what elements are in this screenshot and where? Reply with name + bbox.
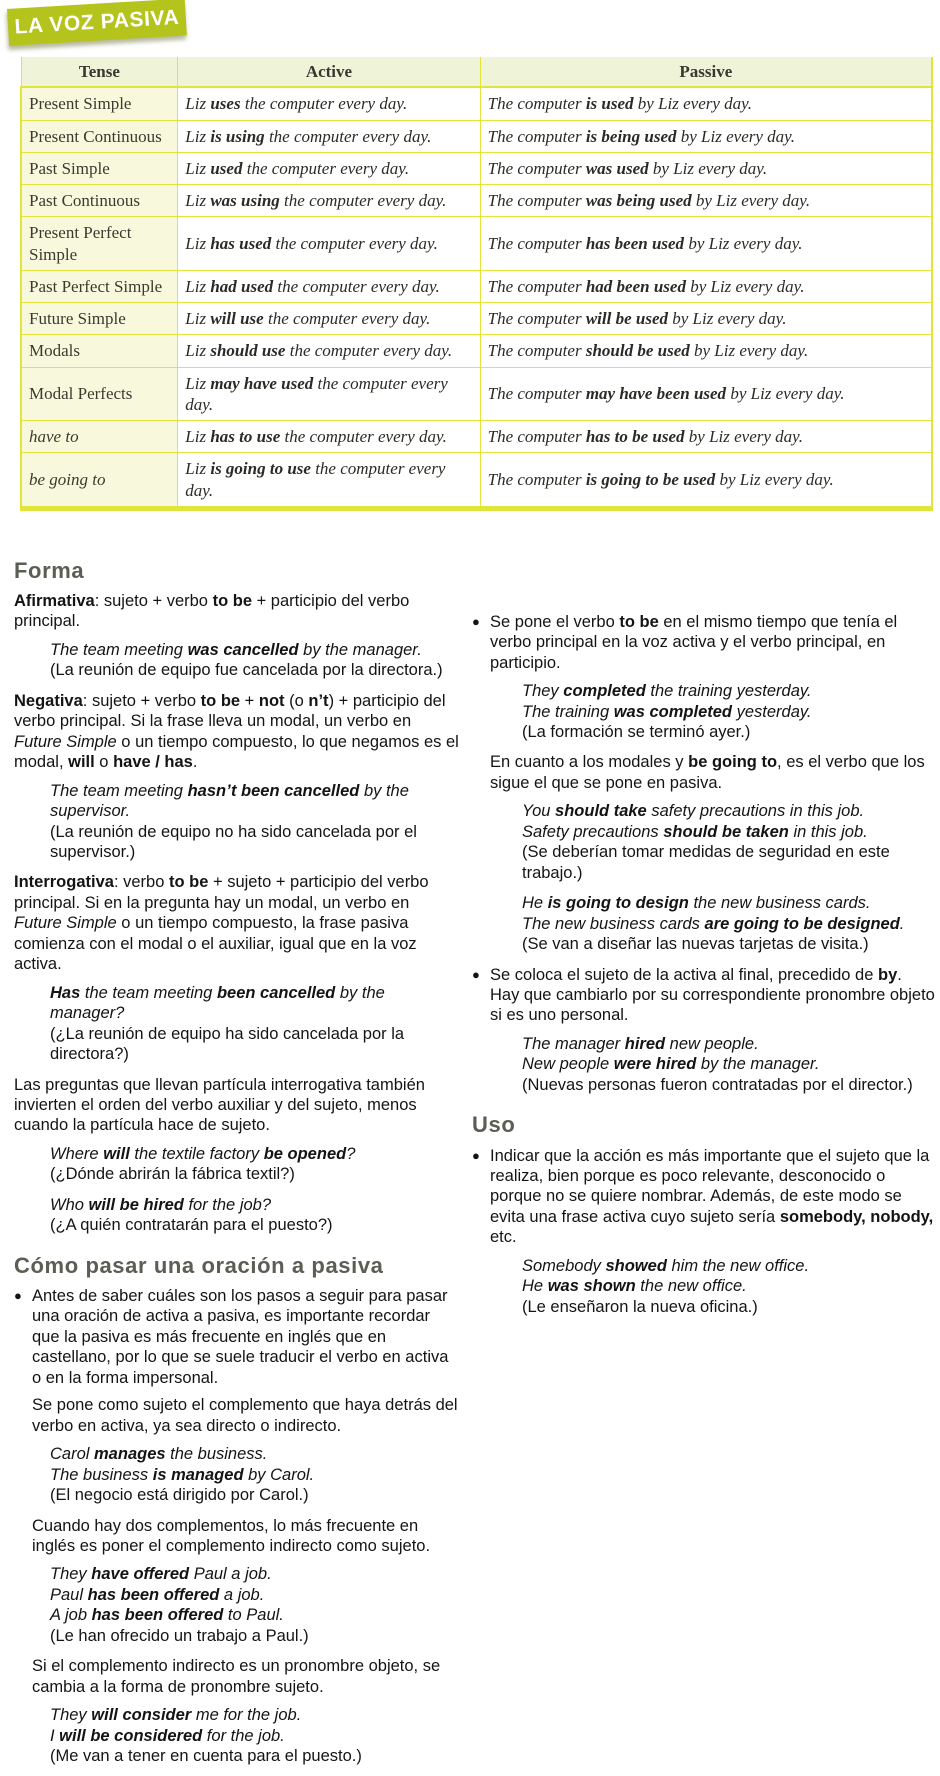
column-header-tense: Tense xyxy=(21,57,178,87)
tense-cell: have to xyxy=(21,421,178,453)
table-body xyxy=(21,87,932,508)
passive-cell: The computer is being used by Liz every day. xyxy=(480,120,932,152)
column-header-passive: Passive xyxy=(480,57,932,87)
paragraph: Interrogativa: verbo to be + sujeto + participio del verbo principal. Si en la pregunta hay un modal, un verbo en Future Simple o un tiempo compuesto, la frase pasiva comienza con el modal o el auxiliar, igual que en la voz activa. xyxy=(14,873,429,974)
bullet-item xyxy=(472,1146,935,1248)
passive-cell: The computer may have been used by Liz every day. xyxy=(480,367,932,421)
bullet-icon: ● xyxy=(472,1147,480,1163)
passive-cell: The computer had been used by Liz every day. xyxy=(480,270,932,302)
table-row xyxy=(21,367,932,421)
column-header-active: Active xyxy=(178,57,480,87)
table-header-row xyxy=(21,57,932,87)
content-columns xyxy=(0,511,940,1776)
table-row xyxy=(21,152,932,184)
example-block xyxy=(50,1444,459,1505)
passive-cell: The computer will be used by Liz every day. xyxy=(480,303,932,335)
bullet-item xyxy=(472,965,935,1026)
example-sentence: Who will be hired for the job? xyxy=(50,1195,272,1214)
passive-cell: The computer has been used by Liz every day. xyxy=(480,217,932,271)
example-sentence: Paul has been offered a job. xyxy=(50,1585,265,1604)
paragraph: Cuando hay dos complementos, lo más frecuente en inglés es poner el complemento indirecto como sujeto. xyxy=(32,1516,431,1555)
active-cell: Liz is using the computer every day. xyxy=(178,120,480,152)
paragraph: Las preguntas que llevan partícula interrogativa también invierten el orden del verbo auxiliar y del sujeto, menos cuando la partícula hace de sujeto. xyxy=(14,1075,425,1135)
example-block xyxy=(50,1705,459,1766)
example-sentence: You should take safety precautions in this job. xyxy=(522,802,865,821)
example-sentence: The training was completed yesterday. xyxy=(522,702,812,721)
example-sentence: The new business cards are going to be designed. xyxy=(522,914,905,933)
passive-cell: The computer should be used by Liz every day. xyxy=(480,335,932,367)
example-sentence: I will be considered for the job. xyxy=(50,1726,285,1745)
example-block xyxy=(50,983,459,1065)
example-sentence: Carol manages the business. xyxy=(50,1445,268,1464)
example-sentence: Where will the textile factory be opened? xyxy=(50,1144,356,1163)
section-heading: Uso xyxy=(472,1112,516,1138)
example-translation: (¿La reunión de equipo ha sido cancelada por la directora?) xyxy=(50,1024,405,1064)
table-row xyxy=(21,120,932,152)
example-block xyxy=(522,801,935,883)
example-sentence: The manager hired new people. xyxy=(522,1034,759,1053)
passive-cell: The computer is used by Liz every day. xyxy=(480,87,932,120)
paragraph: Negativa: sujeto + verbo to be + not (o n’t) + participio del verbo principal. Si la frase lleva un modal, un verbo en Future Simple o un tiempo compuesto, lo que negamos es el modal, will o have / has. xyxy=(14,691,459,772)
bullet-text: Indicar que la acción es más importante que el sujeto que la realiza, bien porque es poco relevante, desconocido o porque no se quiere nombrar. Además, de este modo se evita una frase activa cuyo sujeto sería somebody, nobody, etc. xyxy=(490,1146,934,1247)
active-cell: Liz will use the computer every day. xyxy=(178,303,480,335)
tense-cell: Past Continuous xyxy=(21,185,178,217)
table-row xyxy=(21,303,932,335)
section-heading: Forma xyxy=(14,557,85,583)
example-sentence: The team meeting hasn’t been cancelled by the supervisor. xyxy=(50,781,409,821)
example-sentence: New people were hired by the manager. xyxy=(522,1055,820,1074)
passive-cell: The computer was used by Liz every day. xyxy=(480,152,932,184)
tense-cell: Past Simple xyxy=(21,152,178,184)
paragraph: En cuanto a los modales y be going to, es el verbo que los sigue el que se pone en pasiva. xyxy=(490,753,925,792)
example-block xyxy=(50,1195,459,1236)
example-sentence: Somebody showed him the new office. xyxy=(522,1256,810,1275)
example-translation: (Se van a diseñar las nuevas tarjetas de visita.) xyxy=(522,935,869,954)
example-block xyxy=(50,1564,459,1646)
example-sentence: Has the team meeting been cancelled by the manager? xyxy=(50,983,385,1023)
bullet-icon: ● xyxy=(472,613,480,629)
active-cell: Liz was using the computer every day. xyxy=(178,185,480,217)
tense-cell: Past Perfect Simple xyxy=(21,270,178,302)
example-block xyxy=(522,1256,935,1317)
tense-cell: be going to xyxy=(21,453,178,509)
example-sentence: He is going to design the new business cards. xyxy=(522,894,871,913)
table-row xyxy=(21,185,932,217)
active-cell: Liz is going to use the computer every day. xyxy=(178,453,480,509)
example-block xyxy=(50,1144,459,1185)
bullet-item xyxy=(472,612,935,673)
paragraph: Afirmativa: sujeto + verbo to be + participio del verbo principal. xyxy=(14,592,410,631)
example-translation: (Le enseñaron la nueva oficina.) xyxy=(522,1297,758,1316)
bullet-icon: ● xyxy=(14,1287,22,1303)
active-cell: Liz should use the computer every day. xyxy=(178,335,480,367)
active-cell: Liz uses the computer every day. xyxy=(178,87,480,120)
tense-cell: Present Continuous xyxy=(21,120,178,152)
paragraph: Se pone como sujeto el complemento que haya detrás del verbo en activa, ya sea directo o indirecto. xyxy=(32,1396,458,1435)
passive-voice-table xyxy=(20,57,933,511)
passive-cell: The computer has to be used by Liz every day. xyxy=(480,421,932,453)
example-translation: (El negocio está dirigido por Carol.) xyxy=(50,1486,309,1505)
example-block xyxy=(50,640,459,681)
example-translation: (La reunión de equipo no ha sido cancelada por el supervisor.) xyxy=(50,822,417,861)
tense-cell: Future Simple xyxy=(21,303,178,335)
tense-cell: Present Perfect Simple xyxy=(21,217,178,271)
example-sentence: They completed the training yesterday. xyxy=(522,682,812,701)
active-cell: Liz has used the computer every day. xyxy=(178,217,480,271)
example-block xyxy=(50,781,459,863)
active-cell: Liz may have used the computer every day. xyxy=(178,367,480,421)
example-sentence: The team meeting was cancelled by the manager. xyxy=(50,640,422,659)
example-translation: (¿A quién contratarán para el puesto?) xyxy=(50,1216,333,1235)
table-row xyxy=(21,335,932,367)
paragraph: Si el complemento indirecto es un pronombre objeto, se cambia a la forma de pronombre sujeto. xyxy=(32,1657,441,1696)
passive-cell: The computer was being used by Liz every day. xyxy=(480,185,932,217)
example-block xyxy=(522,1034,935,1095)
example-sentence: Safety precautions should be taken in this job. xyxy=(522,822,868,841)
example-block xyxy=(522,893,935,954)
table-row xyxy=(21,217,932,271)
page-title-banner xyxy=(7,0,187,46)
example-translation: (Nuevas personas fueron contratadas por el director.) xyxy=(522,1075,913,1094)
active-cell: Liz used the computer every day. xyxy=(178,152,480,184)
passive-cell: The computer is going to be used by Liz every day. xyxy=(480,453,932,509)
tense-cell: Present Simple xyxy=(21,87,178,120)
bullet-text: Se pone el verbo to be en el mismo tiempo que tenía el verbo principal en la voz activa y el verbo principal, en participio. xyxy=(490,612,898,672)
table-row xyxy=(21,270,932,302)
tense-cell: Modals xyxy=(21,335,178,367)
example-translation: (Le han ofrecido un trabajo a Paul.) xyxy=(50,1626,309,1645)
tense-cell: Modal Perfects xyxy=(21,367,178,421)
example-translation: (La reunión de equipo fue cancelada por la directora.) xyxy=(50,661,443,680)
example-sentence: He was shown the new office. xyxy=(522,1277,747,1296)
active-cell: Liz has to use the computer every day. xyxy=(178,421,480,453)
left-column xyxy=(14,541,459,1776)
table-row xyxy=(21,421,932,453)
page-title: LA VOZ PASIVA xyxy=(13,5,180,39)
example-sentence: The business is managed by Carol. xyxy=(50,1465,315,1484)
example-sentence: They will consider me for the job. xyxy=(50,1706,302,1725)
bullet-text: Se coloca el sujeto de la activa al final, precedido de by. Hay que cambiarlo por su correspondiente pronombre objeto si es uno personal. xyxy=(490,965,935,1025)
example-translation: (La formación se terminó ayer.) xyxy=(522,723,751,742)
bullet-text: Antes de saber cuáles son los pasos a seguir para pasar una oración de activa a pasiva, es importante recordar que la pasiva es más frecuente en inglés que en castellano, por lo que se suele traducir el verbo en activa o en la forma impersonal. xyxy=(32,1286,449,1387)
example-block xyxy=(522,681,935,742)
bullet-item xyxy=(14,1286,459,1388)
example-translation: (Me van a tener en cuenta para el puesto.) xyxy=(50,1747,362,1766)
example-translation: (¿Dónde abrirán la fábrica textil?) xyxy=(50,1165,295,1184)
section-heading: Cómo pasar una oración a pasiva xyxy=(14,1252,384,1278)
table-row xyxy=(21,453,932,509)
example-translation: (Se deberían tomar medidas de seguridad en este trabajo.) xyxy=(522,843,890,882)
right-column xyxy=(472,541,935,1776)
table-row xyxy=(21,87,932,120)
active-cell: Liz had used the computer every day. xyxy=(178,270,480,302)
bullet-icon: ● xyxy=(472,966,480,982)
example-sentence: They have offered Paul a job. xyxy=(50,1565,272,1584)
example-sentence: A job has been offered to Paul. xyxy=(50,1606,284,1625)
